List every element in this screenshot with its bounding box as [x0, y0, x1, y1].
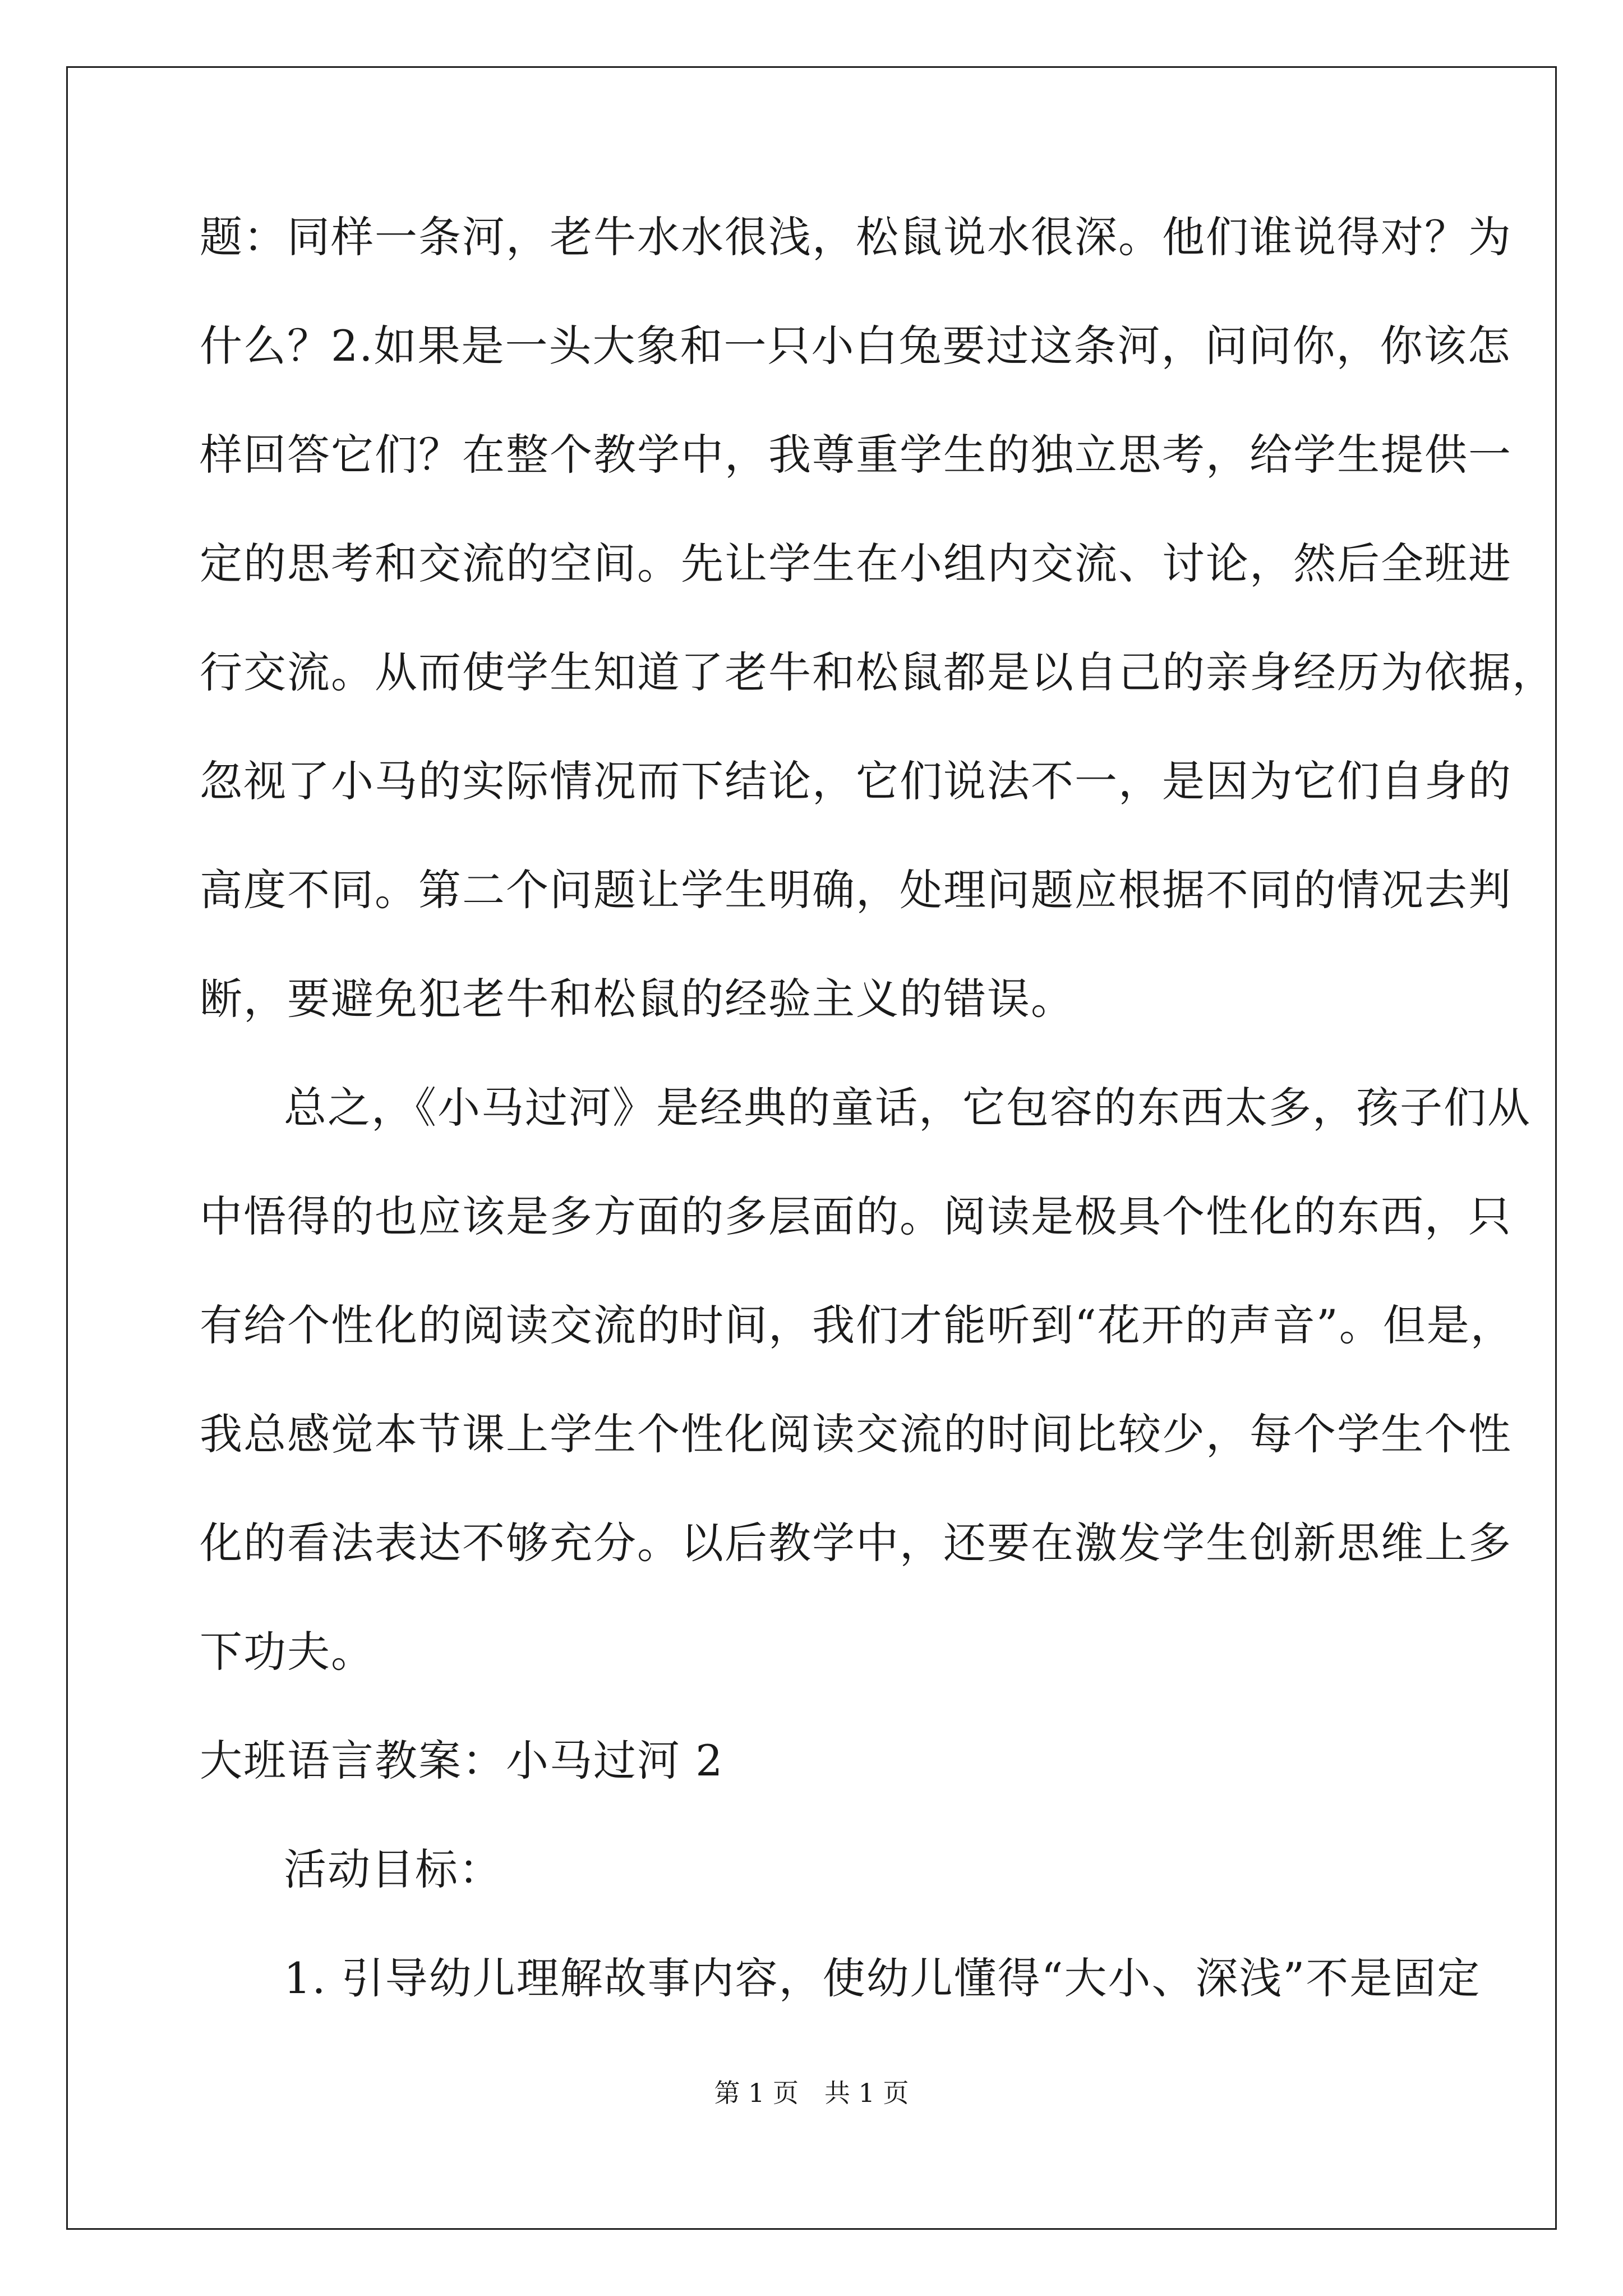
text-line: 行交流。从而使学生知道了老牛和松鼠都是以自己的亲身经历为依据，	[200, 647, 1556, 697]
text-line: 高度不同。第二个问题让学生明确，处理问题应根据不同的情况去判	[200, 865, 1512, 915]
goal-item: 1. 引导幼儿理解故事内容，使幼儿懂得“大小、深浅”不是固定	[284, 1953, 1481, 2003]
text-line: 忽视了小马的实际情况而下结论，它们说法不一，是因为它们自身的	[200, 756, 1512, 806]
text-line: 有给个性化的阅读交流的时间，我们才能听到“花开的声音”。但是，	[200, 1300, 1514, 1350]
text-line: 什么？2.如果是一头大象和一只小白兔要过这条河，问问你，你该怎	[200, 321, 1511, 371]
text-line: 我总感觉本节课上学生个性化阅读交流的时间比较少，每个学生个性	[200, 1409, 1512, 1459]
paragraph-discussion	[200, 212, 1556, 1087]
text-line: 中悟得的也应该是多方面的多层面的。阅读是极具个性化的东西，只	[200, 1191, 1512, 1241]
text-line: 断，要避免犯老牛和松鼠的经验主义的错误。	[200, 974, 1075, 1024]
activity-heading: 活动目标：	[284, 1844, 502, 1894]
text-line: 化的看法表达不够充分。以后教学中，还要在激发学生创新思维上多	[200, 1518, 1512, 1568]
text-line: 下功夫。	[200, 1627, 375, 1677]
text-line: 定的思考和交流的空间。先让学生在小组内交流、讨论，然后全班进	[200, 539, 1512, 588]
paragraph-summary	[200, 1083, 1531, 1740]
text-line: 样回答它们？在整个教学中，我尊重学生的独立思考，给学生提供一	[200, 430, 1512, 480]
section-title: 大班语言教案：小马过河 2	[200, 1736, 724, 1786]
page-number: 第 1 页 共 1 页	[714, 2078, 909, 2108]
text-line: 总之，《小马过河》是经典的童话，它包容的东西太多，孩子们从	[284, 1083, 1531, 1133]
text-line: 题：同样一条河，老牛水水很浅，松鼠说水很深。他们谁说得对？为	[200, 212, 1512, 262]
document-body	[200, 212, 1556, 2066]
